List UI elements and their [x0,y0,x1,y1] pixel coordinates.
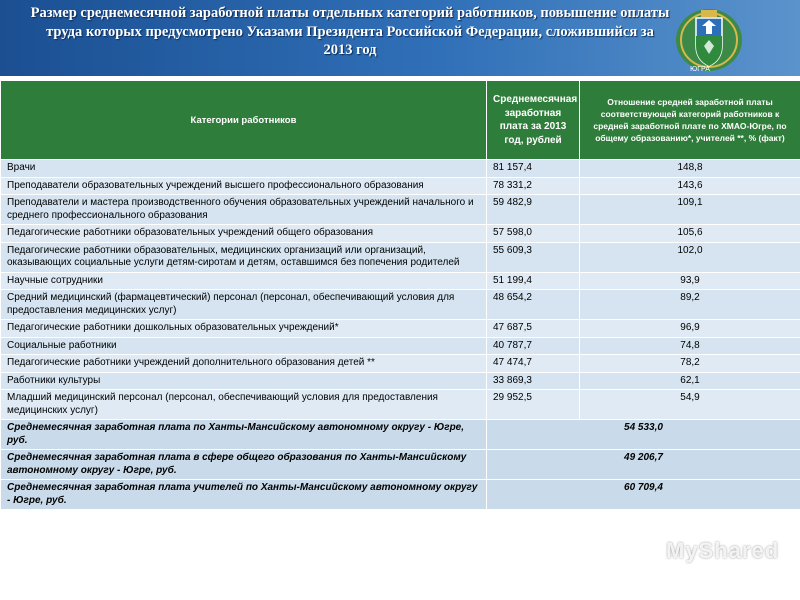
category-cell: Научные сотрудники [1,272,487,290]
summary-label: Среднемесячная заработная плата в сфере общего образования по Ханты-Мансийскому автономному округу - Югре, руб. [1,450,487,480]
column-header-category: Категории работников [1,81,487,160]
summary-label: Среднемесячная заработная плата по Ханты-Мансийскому автономному округу - Югре, руб. [1,420,487,450]
ratio-cell: 105,6 [580,225,800,243]
category-cell: Социальные работники [1,337,487,355]
table-row [1,320,800,338]
category-cell: Врачи [1,160,487,178]
salary-cell: 29 952,5 [487,390,580,420]
summary-row [1,450,800,480]
table-row [1,372,800,390]
salary-cell: 47 474,7 [487,355,580,373]
table-row [1,355,800,373]
table-row [1,290,800,320]
salary-cell: 55 609,3 [487,242,580,272]
summary-value: 54 533,0 [487,420,800,450]
salary-cell: 47 687,5 [487,320,580,338]
table-row [1,160,800,178]
category-cell: Средний медицинский (фармацевтический) персонал (персонал, обеспечивающий условия для предоставления медицинских услуг) [1,290,487,320]
ratio-cell: 109,1 [580,195,800,225]
summary-row [1,480,800,510]
ratio-cell: 143,6 [580,177,800,195]
category-cell: Педагогические работники образовательных учреждений общего образования [1,225,487,243]
summary-value: 60 709,4 [487,480,800,510]
salary-cell: 78 331,2 [487,177,580,195]
table-row [1,390,800,420]
ratio-cell: 74,8 [580,337,800,355]
salary-cell: 48 654,2 [487,290,580,320]
salary-cell: 33 869,3 [487,372,580,390]
table-row [1,177,800,195]
category-cell: Педагогические работники образовательных, медицинских организаций или организаций, оказывающих социальные услуги детям-сиротам и детям, оставшимся без попечения родителей [1,242,487,272]
watermark [636,532,780,578]
summary-label: Среднемесячная заработная плата учителей по Ханты-Мансийскому автономному округу - Югре, руб. [1,480,487,510]
salary-cell: 40 787,7 [487,337,580,355]
salary-cell: 51 199,4 [487,272,580,290]
salary-table [0,80,800,510]
emblem-caption: ЮГРА [690,66,710,73]
table-header-row [1,81,800,160]
salary-cell: 57 598,0 [487,225,580,243]
column-header-ratio: Отношение средней заработной платы соответствующей категорий работников к средней заработной плате по ХМАО-Югре, по общему образованию*, учителей **, % (факт) [580,81,800,160]
summary-row [1,420,800,450]
table-row [1,242,800,272]
summary-value: 49 206,7 [487,450,800,480]
ratio-cell: 148,8 [580,160,800,178]
ratio-cell: 93,9 [580,272,800,290]
category-cell: Работники культуры [1,372,487,390]
page-title: Размер среднемесячной заработной платы отдельных категорий работников, повышение оплаты труда которых предусмотрено Указами Президента Российской Федерации, сложившийся за 2013 год [30,5,670,58]
coat-of-arms-icon [672,6,746,74]
category-cell: Младший медицинский персонал (персонал, обеспечивающий условия для предоставления медицинских услуг) [1,390,487,420]
ratio-cell: 102,0 [580,242,800,272]
ratio-cell: 89,2 [580,290,800,320]
ratio-cell: 78,2 [580,355,800,373]
category-cell: Преподаватели и мастера производственного обучения образовательных учреждений начального и среднего профессионального образования [1,195,487,225]
title-banner [0,0,800,76]
category-cell: Преподаватели образовательных учреждений высшего профессионального образования [1,177,487,195]
ratio-cell: 62,1 [580,372,800,390]
ratio-cell: 96,9 [580,320,800,338]
watermark-icon [636,538,662,564]
table-row [1,225,800,243]
table-row [1,337,800,355]
category-cell: Педагогические работники дошкольных образовательных учреждений* [1,320,487,338]
category-cell: Педагогические работники учреждений дополнительного образования детей ** [1,355,487,373]
ratio-cell: 54,9 [580,390,800,420]
column-header-salary: Среднемесячная заработная плата за 2013 год, рублей [487,81,580,160]
table-row [1,272,800,290]
salary-cell: 59 482,9 [487,195,580,225]
salary-cell: 81 157,4 [487,160,580,178]
table-row [1,195,800,225]
watermark-text: MyShared [666,538,780,563]
